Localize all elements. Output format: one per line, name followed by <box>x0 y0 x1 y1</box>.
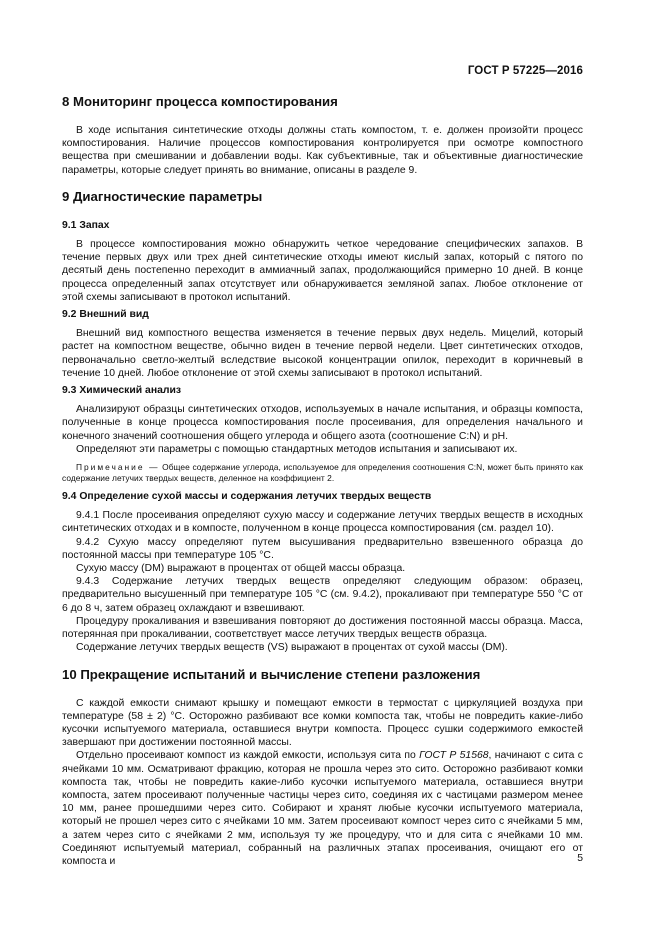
section-9-title: 9 Диагностические параметры <box>62 188 263 204</box>
standard-number: ГОСТ Р 57225—2016 <box>467 65 583 77</box>
section-10-paragraph-1: С каждой емкости снимают крышку и помещают емкости в термостат с циркуляцией воздуха при температуре (58 ± 2) °С. Осторожно разбивают все комки компоста так, чтобы не повредить какие-либо кусочки испытуемого материала, оставшиеся внутри компоста. Процесс сушки содержимого емкостей завершают при достижении постоянной массы. <box>62 697 583 749</box>
subsection-9-4-title: 9.4 Определение сухой массы и содержания летучих твердых веществ <box>62 491 432 503</box>
page-number: 5 <box>577 853 583 864</box>
clause-9-4-3-procedure: Процедуру прокаливания и взвешивания повторяют до достижения постоянной массы образца. Масса, потерянная при прокаливании, соответствует массе летучих твердых веществ образца. <box>62 615 583 641</box>
subsection-9-1-text: В процессе компостирования можно обнаружить четкое чередование специфических запахов. В течение первых двух или трех дней синтетические отходы имеют кислый запах, который с пятого по десятый день постепенно переходит в аммиачный запах, продолжающийся примерно 10 дней. В конце процесса определенный запах отсутствует или обнаруживается земляной запах. Любое отклонение от этой схемы записывают в протокол испытаний. <box>62 239 583 303</box>
section-10-title: 10 Прекращение испытаний и вычисление степени разложения <box>62 666 481 682</box>
subsection-9-2-title: 9.2 Внешний вид <box>62 309 149 321</box>
clause-9-4-1: 9.4.1 После просеивания определяют сухую массу и содержание летучих твердых веществ в исходных синтетических отходах и в компосте, полученном в конце процесса компостирования (см. раздел 10). <box>62 510 583 535</box>
clause-9-4-3-volatile-solids: Содержание летучих твердых веществ (VS) выражают в процентах от сухой массы (DM). <box>76 642 508 654</box>
subsection-9-3-paragraph-2: Определяют эти параметры с помощью стандартных методов испытания и записывают их. <box>76 443 518 455</box>
section-10-paragraph-2 <box>62 749 583 868</box>
clause-9-4-3: 9.4.3 Содержание летучих твердых веществ определяют следующим образом: образец, предварительно высушенный при температуре 105 °С (см. 9.4.2), прокаливают при температуре 550 °С от 6 до 8 ч, затем образец охлаждают и взвешивают. <box>62 576 583 614</box>
note <box>62 462 583 484</box>
section-8-paragraph: В ходе испытания синтетические отходы должны стать компостом, т. е. должен произойти процесс компостирования. Наличие процессов компостирования контролируется при осмотре компостного вещества при смешивании и добавлении воды. Как субъективные, так и объективные диагностические параметры, которые следует принять во внимание, описаны в разделе 9. <box>62 125 583 176</box>
subsection-9-1-title: 9.1 Запах <box>62 219 110 231</box>
note-lead: Примечание — <box>76 462 160 473</box>
clause-9-4-2: 9.4.2 Сухую массу определяют путем высушивания предварительно взвешенного образца до постоянной массы при температуре 105 °С. <box>62 536 583 561</box>
clause-9-4-2-dry-mass: Сухую массу (DM) выражают в процентах от общей массы образца. <box>76 563 406 575</box>
paragraph-2-start: Отдельно просеивают компост из каждой емкости, используя сита по <box>76 750 420 762</box>
paragraph-2-rest: , начинают с сита с ячейками 10 мм. Осматривают фракцию, которая не прошла через это сито. Осторожно разбивают комки компоста так, чтобы не повредить какие-либо кусочки испытуемого материала, оставшиеся внутри компоста, затем просеивают полученные частицы через сито, соединяя их с частицами размером менее 10 мм, ранее прошедшими через сито. Собирают и хранят любые кусочки испытуемого материала, который не прошел через сито с ячейками 10 мм. Затем просеивают компост через сито с ячейками 5 мм, а затем через сито с ячейками 2 мм, используя ту же процедуру, что и для сита с ячейками 10 мм. Соединяют испытуемый материал, собранный на различных этапах просеивания, очищают его от компоста и <box>62 750 583 867</box>
page-content <box>62 94 583 868</box>
subsection-9-3-paragraph-1: Анализируют образцы синтетических отходов, используемых в начале испытания, и образцы компоста, полученные в конце процесса компостирования после просеивания, для определения начального и конечного значений соотношения общего углерода и общего азота (соотношение C:N) и pH. <box>62 404 583 442</box>
subsection-9-2-text: Внешний вид компостного вещества изменяется в течение первых двух недель. Мицелий, который растет на компостном веществе, обычно виден в течение первой недели. Цвет синтетических отходов, первоначально светло-желтый вследствие высокой концентрации опилок, переходит в коричневый в течение 10 дней. Любое отклонение от этой схемы записывают в протокол испытаний. <box>62 328 583 379</box>
gost-reference-link[interactable]: ГОСТ Р 51568 <box>419 750 489 762</box>
note-text: Общее содержание углерода, используемое для определения соотношения C:N, может быть принято как содержание летучих твердых веществ, деленное на коэффициент 2. <box>62 462 583 484</box>
section-8-title: 8 Мониторинг процесса компостирования <box>62 94 338 109</box>
subsection-9-3-title: 9.3 Химический анализ <box>62 385 182 397</box>
